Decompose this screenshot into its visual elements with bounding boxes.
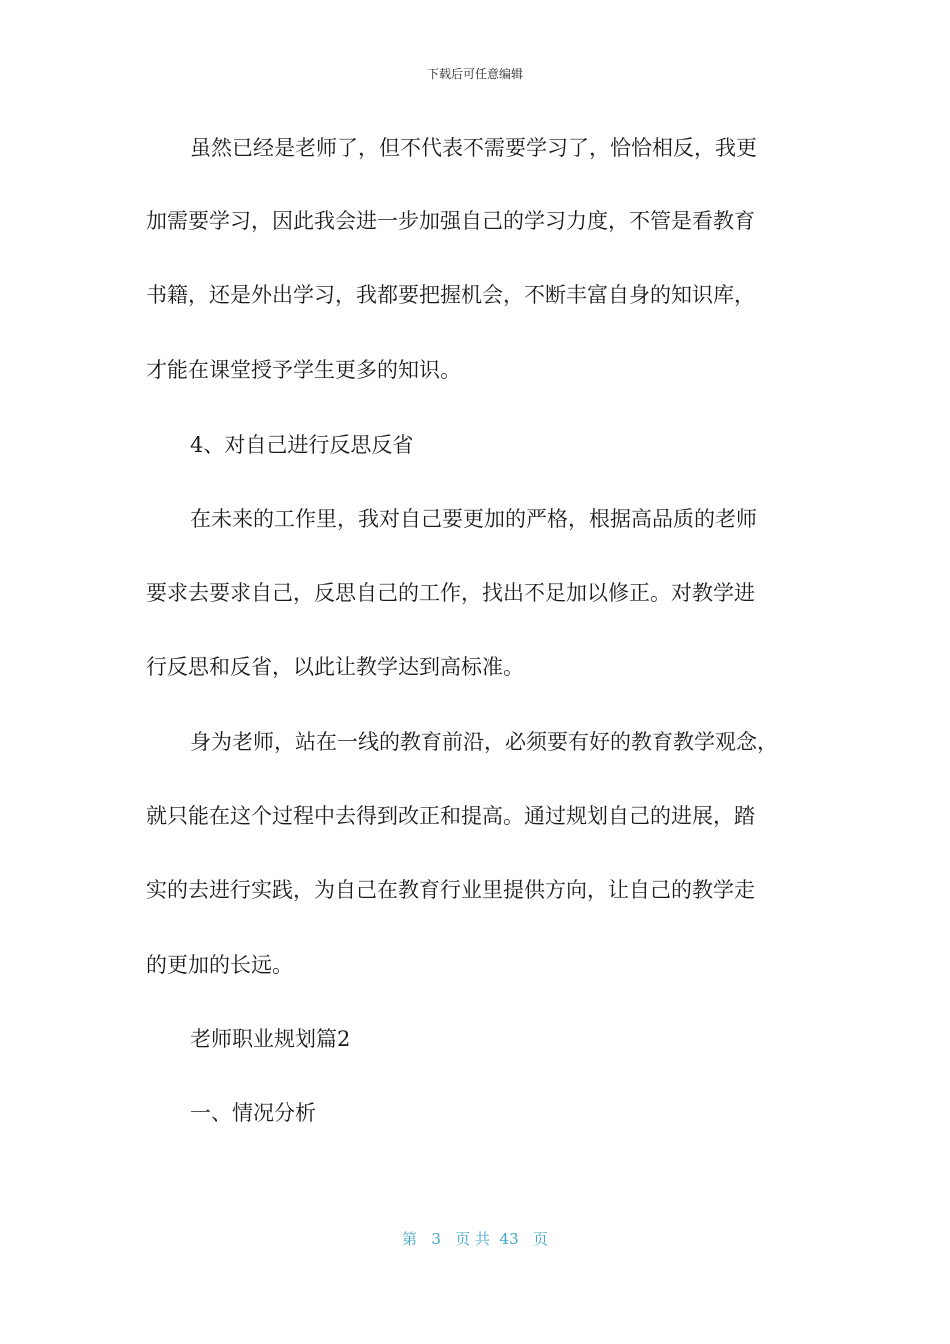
article-title: 老师职业规划篇2 bbox=[190, 1027, 351, 1051]
paragraph-line: 身为老师，站在一线的教育前沿，必须要有好的教育教学观念， bbox=[190, 730, 778, 754]
paragraph-line: 虽然已经是老师了，但不代表不需要学习了，恰恰相反，我更 bbox=[190, 136, 757, 160]
paragraph-line: 要求去要求自己，反思自己的工作，找出不足加以修正。对教学进 bbox=[146, 581, 755, 605]
paragraph-line: 在未来的工作里，我对自己要更加的严格，根据高品质的老师 bbox=[190, 507, 757, 531]
footer-suffix: 页 bbox=[532, 1230, 548, 1248]
page-header: 下载后可任意编辑 bbox=[426, 67, 523, 81]
current-page-number: 3 bbox=[431, 1230, 441, 1248]
paragraph-line: 才能在课堂授予学生更多的知识。 bbox=[146, 358, 461, 382]
section-heading: 一、情况分析 bbox=[190, 1101, 316, 1125]
paragraph-line: 书籍，还是外出学习，我都要把握机会，不断丰富自身的知识库， bbox=[146, 283, 755, 307]
paragraph-line: 实的去进行实践，为自己在教育行业里提供方向，让自己的教学走 bbox=[146, 878, 755, 902]
paragraph-line: 加需要学习，因此我会进一步加强自己的学习力度，不管是看教育 bbox=[146, 209, 755, 233]
footer-middle: 页 共 bbox=[455, 1230, 490, 1248]
footer-prefix: 第 bbox=[402, 1230, 418, 1248]
page-footer bbox=[0, 1229, 950, 1249]
section-heading: 4、对自己进行反思反省 bbox=[190, 433, 414, 457]
total-page-count: 43 bbox=[499, 1230, 519, 1248]
paragraph-line: 就只能在这个过程中去得到改正和提高。通过规划自己的进展，踏 bbox=[146, 804, 755, 828]
paragraph-line: 行反思和反省，以此让教学达到高标准。 bbox=[146, 655, 524, 679]
paragraph-line: 的更加的长远。 bbox=[146, 953, 293, 977]
